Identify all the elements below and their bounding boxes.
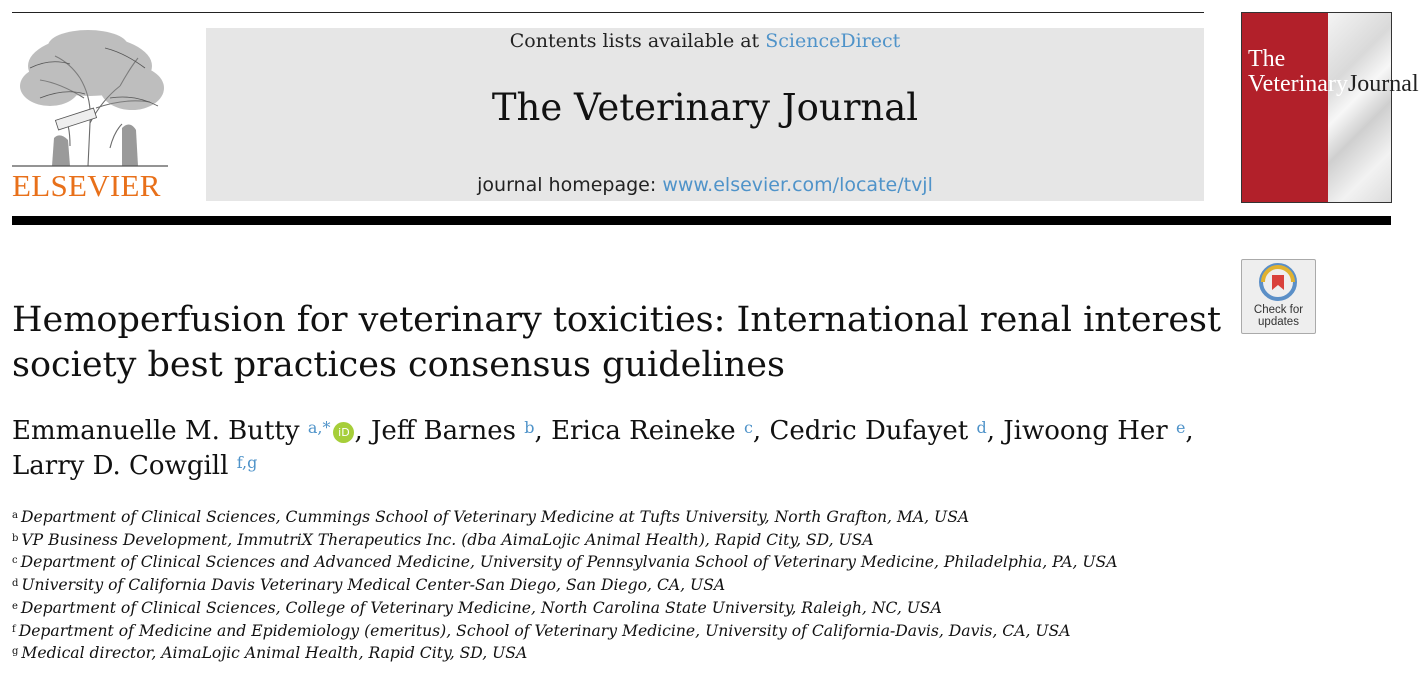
affiliation-text: VP Business Development, ImmutriX Therapeutics Inc. (dba AimaLojic Animal Health), Rapid City, SD, USA bbox=[21, 530, 874, 549]
affiliation-item bbox=[12, 642, 1112, 665]
author-affiliation-sup[interactable]: b bbox=[524, 418, 535, 437]
affiliation-text: University of California Davis Veterinary Medical Center-San Diego, San Diego, CA, USA bbox=[21, 576, 726, 595]
header-thick-rule bbox=[12, 216, 1391, 225]
check-for-updates-button[interactable] bbox=[1241, 259, 1316, 334]
cover-title-word-journal: Journal bbox=[1347, 71, 1419, 97]
affiliation-key: g bbox=[12, 646, 19, 658]
author-name[interactable]: Jiwoong Her bbox=[1003, 416, 1168, 446]
author-affiliation-sup[interactable]: e bbox=[1175, 418, 1186, 437]
journal-homepage-link[interactable]: www.elsevier.com/locate/tvjl bbox=[662, 174, 933, 196]
elsevier-logo[interactable] bbox=[10, 28, 170, 204]
affiliation-key: d bbox=[12, 578, 19, 590]
affiliation-text: Department of Medicine and Epidemiology (emeritus), School of Veterinary Medicine, University of California-Davis, Davis, CA, USA bbox=[18, 621, 1071, 640]
affiliation-key: f bbox=[12, 623, 16, 635]
check-updates-icon bbox=[1259, 263, 1297, 301]
homepage-line bbox=[206, 174, 1204, 196]
cover-title-line1: The bbox=[1248, 46, 1286, 72]
affiliation-key: a bbox=[12, 510, 18, 521]
homepage-prefix: journal homepage: bbox=[477, 174, 663, 196]
sciencedirect-link[interactable]: ScienceDirect bbox=[765, 30, 901, 52]
journal-cover-thumbnail[interactable] bbox=[1241, 12, 1419, 203]
contents-line bbox=[206, 28, 1204, 54]
journal-banner bbox=[206, 28, 1204, 201]
journal-name: The Veterinary Journal bbox=[491, 86, 919, 129]
affiliation-text: Department of Clinical Sciences, College of Veterinary Medicine, North Carolina State University, Raleigh, NC, USA bbox=[20, 598, 942, 617]
author-list bbox=[12, 414, 1232, 484]
affiliation-text: Medical director, AimaLojic Animal Health, Rapid City, SD, USA bbox=[21, 644, 528, 663]
article-title: Hemoperfusion for veterinary toxicities: International renal interest society best practices consensus guidelines bbox=[12, 300, 1222, 385]
elsevier-wordmark: ELSEVIER bbox=[12, 168, 161, 203]
affiliation-item bbox=[12, 506, 1112, 529]
author-affiliation-sup[interactable]: f,g bbox=[236, 453, 258, 472]
author-separator: , bbox=[752, 416, 770, 446]
header-top-rule bbox=[12, 12, 1204, 13]
author-affiliation-sup[interactable]: d bbox=[976, 418, 987, 437]
affiliation-key: e bbox=[12, 600, 18, 612]
affiliation-item bbox=[12, 551, 1118, 574]
affiliation-item bbox=[12, 620, 1112, 643]
affiliation-item bbox=[12, 597, 1112, 620]
author-separator: , bbox=[534, 416, 552, 446]
orcid-icon[interactable]: iD bbox=[333, 422, 354, 443]
affiliation-key: c bbox=[12, 555, 18, 567]
affiliation-item bbox=[12, 574, 1112, 597]
author-name[interactable]: Emmanuelle M. Butty bbox=[12, 416, 300, 446]
cover-marble-panel bbox=[1328, 13, 1391, 202]
cover-red-panel bbox=[1242, 13, 1328, 202]
author-affiliation-sup[interactable]: a,* bbox=[307, 418, 331, 437]
author-separator: , bbox=[1185, 416, 1194, 446]
author-name[interactable]: Larry D. Cowgill bbox=[12, 451, 229, 481]
cover-title-line2 bbox=[1248, 71, 1419, 97]
affiliation-item bbox=[12, 529, 1112, 552]
affiliation-text: Department of Clinical Sciences, Cummings School of Veterinary Medicine at Tufts University, North Grafton, MA, USA bbox=[20, 508, 970, 526]
affiliation-text: Department of Clinical Sciences and Advanced Medicine, University of Pennsylvania School of Veterinary Medicine, Philadelphia, PA, USA bbox=[20, 553, 1118, 572]
author-separator: , bbox=[354, 416, 371, 446]
author-separator: , bbox=[986, 416, 1004, 446]
check-updates-line2: updates bbox=[1258, 316, 1299, 328]
author-affiliation-sup[interactable]: c bbox=[743, 418, 753, 437]
check-updates-line1: Check for bbox=[1253, 304, 1304, 316]
author-name[interactable]: Erica Reineke bbox=[551, 416, 736, 446]
tree-icon bbox=[10, 28, 170, 168]
check-updates-label bbox=[1242, 304, 1315, 328]
cover-title-word-veterinary: Veterinary bbox=[1248, 71, 1348, 97]
author-name[interactable]: Jeff Barnes bbox=[370, 416, 517, 446]
contents-prefix: Contents lists available at bbox=[509, 30, 766, 52]
author-name[interactable]: Cedric Dufayet bbox=[769, 416, 969, 446]
affiliation-list bbox=[12, 506, 1118, 665]
affiliation-key: b bbox=[12, 532, 19, 544]
